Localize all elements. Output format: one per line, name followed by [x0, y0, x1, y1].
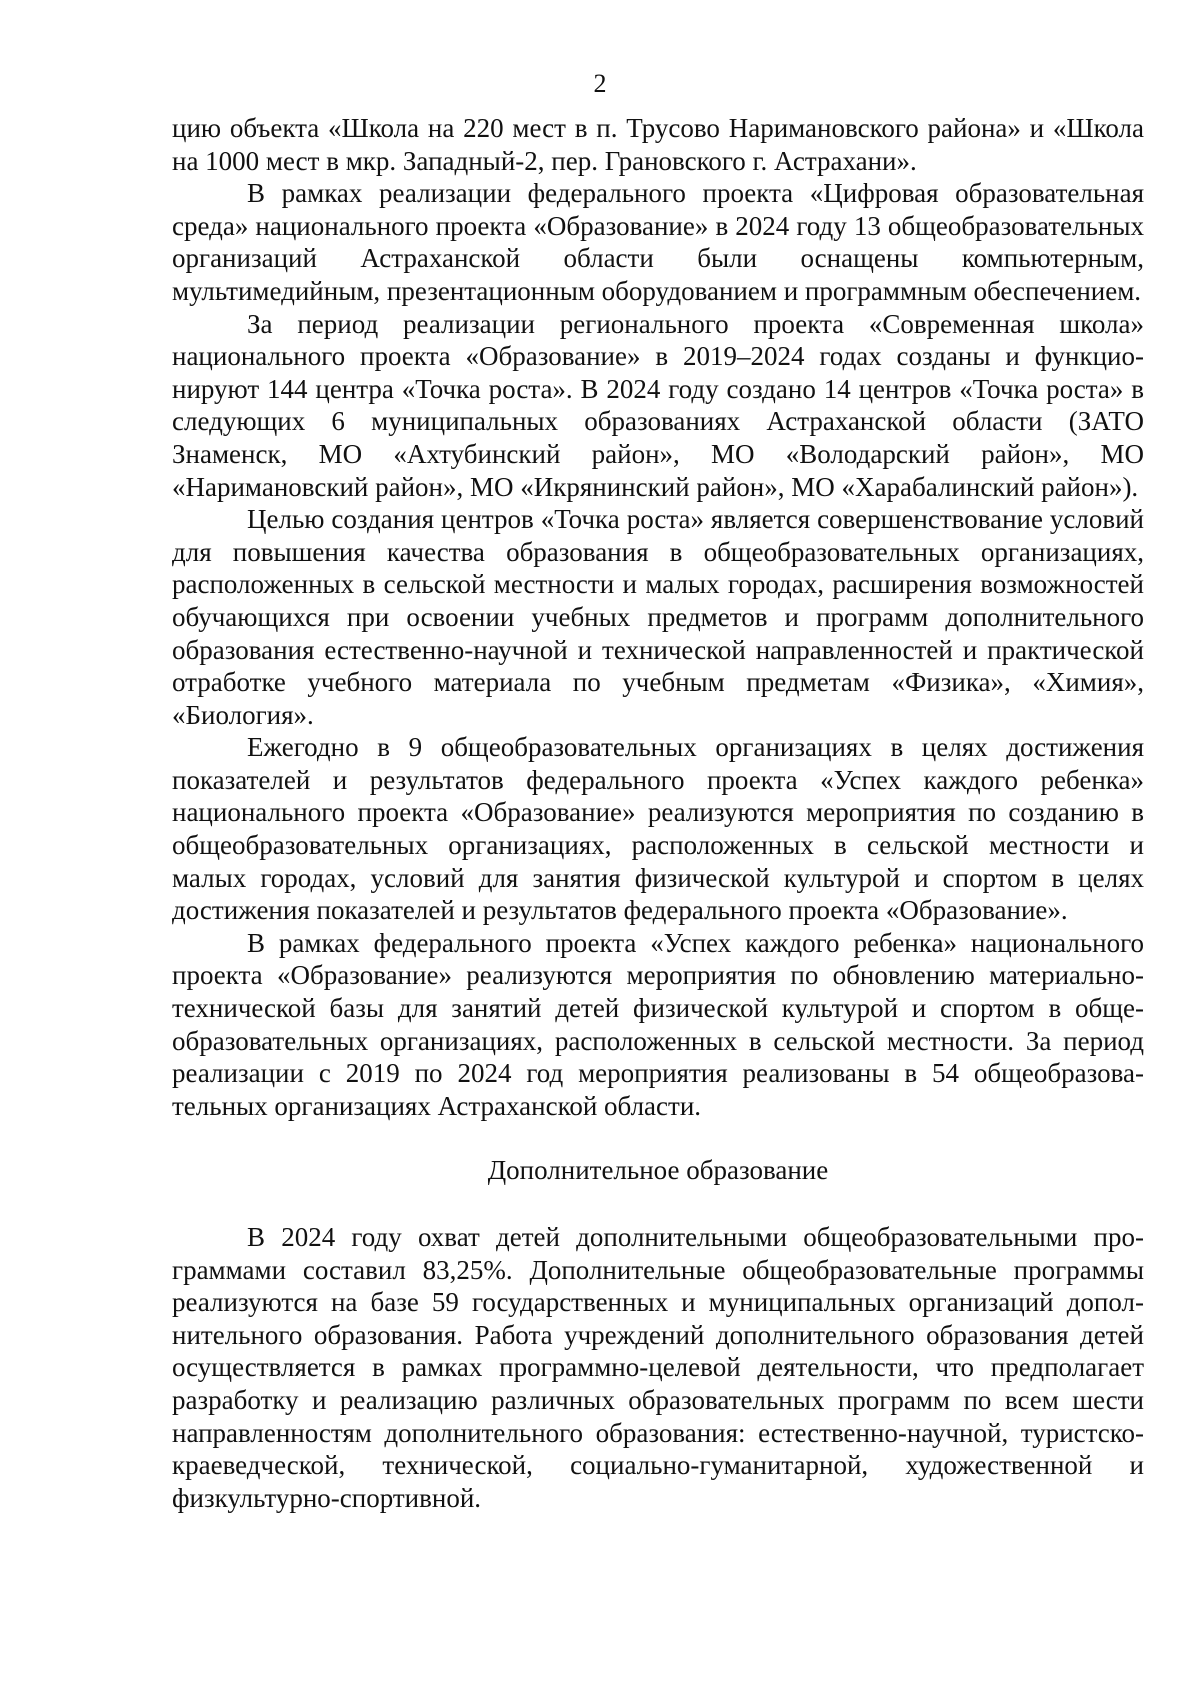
paragraph-growth-centers-goal: Целью создания центров «Точка роста» является совершенствование условий для повышения качества образования в общеобразовательных организациях, расположенных в сельской местности и малых городах, расширения возможностей обучающихся при освоении учебных предметов и программ дополнительного образования естественно-научной и технической направленностей и практической отработке учебного материала по учебным предметам «Физика», «Химия», «Биология». — [172, 504, 1144, 730]
section-heading: Дополнительное образование — [487, 1155, 829, 1186]
paragraph-digital-environment: В рамках реализации федерального проекта «Цифровая образовательная среда» национального проекта «Образование» в 2024 году 13 общеобразовательных организаций Астраханской области были оснащены компьютерным, мультимедийным, презентационным оборудованием и программным обеспечением. — [172, 178, 1144, 306]
page-number: 2 — [593, 69, 607, 98]
paragraph-additional-education: В 2024 году охват детей дополнительными общеобразовательными программами составил 83,25%. Дополнительные общеобразовательные программы реализуются на базе 59 государственных и муниципальных организаций дополнительного образования. Работа учреждений дополнительного образования детей осуществляется в рамках программно-целевой деятельности, что предполагает разработку и реализацию различных образовательных программ по всем шести направленностям дополнительного образования: естественно-научной, туристско-краеведческой, технической, социально-гуманитарной, художественной и физкультурно-спортивной. — [172, 1222, 1144, 1513]
paragraph-continuation: цию объекта «Школа на 220 мест в п. Трусово Наримановского района» и «Школа на 1000 мест в мкр. Западный-2, пер. Грановского г. Астрахани». — [172, 113, 1144, 176]
paragraph-success-project: В рамках федерального проекта «Успех каждого ребенка» национального проекта «Образование» реализуются мероприятия по обновлению материально-технической базы для занятий детей физической культурой и спортом в общеобразовательных организациях, расположенных в сельской местности. За период реализации с 2019 по 2024 год мероприятия реализованы в 54 общеобразовательных организациях Астраханской области. — [172, 927, 1144, 1121]
paragraph-modern-school: За период реализации регионального проекта «Современная школа» национального проекта «Образование» в 2019–2024 годах созданы и функционируют 144 центра «Точка роста». В 2024 году создано 14 центров «Точка роста» в следующих 6 муниципальных образованиях Астраханской области (ЗАТО Знаменск, МО «Ахтубинский район», МО «Володарский район», МО «Наримановский район», МО «Икрянинский район», МО «Харабалинский район»). — [172, 308, 1144, 502]
document-body — [172, 112, 1144, 1514]
paragraph-annual-sports-conditions: Ежегодно в 9 общеобразовательных организациях в целях достижения показателей и результатов федерального проекта «Успех каждого ребенка» национального проекта «Образование» реализуются мероприятия по созданию в общеобразовательных организациях, расположенных в сельской местности и малых городах, условий для занятия физической культурой и спортом в целях достижения показателей и результатов федерального проекта «Образование». — [172, 732, 1144, 926]
